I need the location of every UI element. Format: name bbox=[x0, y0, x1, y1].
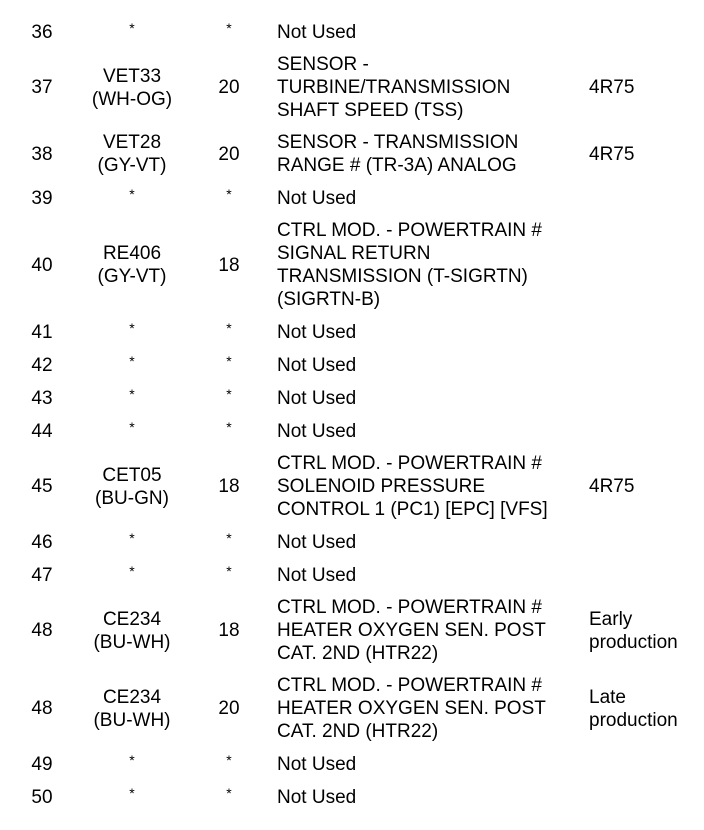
circuit-function-cell bbox=[262, 316, 589, 349]
comment-line: 4R75 bbox=[589, 143, 635, 165]
circuit-function-cell bbox=[262, 748, 589, 781]
wire-gauge-cell bbox=[196, 316, 262, 349]
comment-cell bbox=[589, 781, 704, 814]
circuit-cell bbox=[68, 316, 196, 349]
circuit-line: (BU-GN) bbox=[95, 487, 169, 509]
wire-gauge: * bbox=[226, 320, 232, 336]
circuit-function-line: SOLENOID PRESSURE bbox=[277, 476, 485, 497]
circuit-cell bbox=[68, 781, 196, 814]
circuit-function-line: HEATER OXYGEN SEN. POST bbox=[277, 698, 546, 719]
wire-gauge: * bbox=[226, 186, 232, 202]
circuit-function-line: Not Used bbox=[277, 564, 357, 586]
circuit-function-cell bbox=[262, 49, 589, 127]
wire-gauge-cell bbox=[196, 382, 262, 415]
comment-cell bbox=[589, 559, 704, 592]
pin-number-cell bbox=[0, 592, 68, 670]
circuit-function-line: CONTROL 1 (PC1) [EPC] [VFS] bbox=[277, 499, 548, 520]
circuit-line: VET33 bbox=[102, 65, 162, 87]
pin-number-cell bbox=[0, 559, 68, 592]
circuit-function-cell bbox=[262, 592, 589, 670]
circuit-function-line: Not Used bbox=[277, 420, 357, 442]
circuit-function-cell bbox=[262, 382, 589, 415]
circuit-cell bbox=[68, 592, 196, 670]
pin-number: 36 bbox=[31, 21, 53, 43]
table-row bbox=[0, 182, 704, 215]
comment-cell bbox=[589, 316, 704, 349]
circuit-line: * bbox=[129, 319, 135, 336]
pin-number-cell bbox=[0, 781, 68, 814]
pin-number-cell bbox=[0, 448, 68, 526]
wire-gauge-cell bbox=[196, 49, 262, 127]
wire-gauge-cell bbox=[196, 592, 262, 670]
circuit-function-line: Not Used bbox=[277, 753, 357, 775]
circuit-cell bbox=[68, 559, 196, 592]
comment-cell bbox=[589, 670, 704, 748]
wire-gauge: 20 bbox=[218, 77, 240, 98]
circuit-line: * bbox=[129, 385, 135, 402]
wire-gauge: * bbox=[226, 386, 232, 402]
circuit-line: (WH-OG) bbox=[91, 88, 173, 110]
circuit-line: VET28 bbox=[102, 132, 162, 153]
table-row bbox=[0, 316, 704, 349]
table-row bbox=[0, 748, 704, 781]
circuit-function-line: CTRL MOD. - POWERTRAIN # bbox=[277, 220, 542, 241]
circuit-function-cell bbox=[262, 349, 589, 382]
circuit-line: * bbox=[129, 418, 135, 435]
comment-line: Late bbox=[589, 686, 626, 708]
pin-number-cell bbox=[0, 349, 68, 382]
circuit-function-line: Not Used bbox=[277, 321, 357, 343]
pin-number: 39 bbox=[31, 187, 53, 209]
table-row bbox=[0, 49, 704, 127]
wire-gauge-cell bbox=[196, 448, 262, 526]
circuit-function-cell bbox=[262, 526, 589, 559]
table-row bbox=[0, 127, 704, 182]
pin-number: 41 bbox=[31, 321, 53, 343]
comment-line: 4R75 bbox=[589, 77, 635, 98]
circuit-cell bbox=[68, 49, 196, 127]
wire-gauge: * bbox=[226, 20, 232, 36]
circuit-line: CE234 bbox=[102, 686, 162, 708]
circuit-function-line: CTRL MOD. - POWERTRAIN # bbox=[277, 597, 542, 618]
circuit-cell bbox=[68, 382, 196, 415]
wire-gauge: * bbox=[226, 785, 232, 801]
circuit-line: RE406 bbox=[102, 243, 162, 264]
circuit-line: (GY-VT) bbox=[97, 155, 167, 176]
wire-gauge: 18 bbox=[218, 254, 240, 276]
circuit-function-line: CAT. 2ND (HTR22) bbox=[277, 721, 439, 742]
comment-cell bbox=[589, 215, 704, 316]
pinout-rows bbox=[0, 16, 704, 814]
circuit-line: * bbox=[129, 751, 135, 768]
circuit-function-line: CTRL MOD. - POWERTRAIN # bbox=[277, 675, 542, 696]
pin-number: 37 bbox=[31, 77, 53, 98]
circuit-function-line: TURBINE/TRANSMISSION bbox=[277, 77, 511, 98]
wire-gauge-cell bbox=[196, 781, 262, 814]
comment-cell bbox=[589, 448, 704, 526]
circuit-function-line: TRANSMISSION (T-SIGRTN) bbox=[277, 266, 528, 287]
pin-number: 48 bbox=[31, 620, 53, 641]
circuit-line: * bbox=[129, 185, 135, 202]
comment-line: 4R75 bbox=[589, 476, 635, 497]
circuit-line: CET05 bbox=[102, 464, 162, 486]
circuit-function-line: RANGE # (TR-3A) ANALOG bbox=[277, 155, 517, 176]
wire-gauge: * bbox=[226, 752, 232, 768]
circuit-line: * bbox=[129, 529, 135, 546]
table-row bbox=[0, 448, 704, 526]
pin-number-cell bbox=[0, 16, 68, 49]
circuit-function-line: HEATER OXYGEN SEN. POST bbox=[277, 620, 546, 641]
pin-number: 40 bbox=[31, 254, 53, 276]
pin-number: 50 bbox=[31, 786, 53, 808]
pin-number: 47 bbox=[31, 564, 53, 586]
comment-line: Early bbox=[589, 608, 633, 630]
pin-number-cell bbox=[0, 748, 68, 781]
circuit-function-cell bbox=[262, 182, 589, 215]
circuit-line: CE234 bbox=[102, 608, 162, 630]
circuit-function-line: SHAFT SPEED (TSS) bbox=[277, 100, 464, 121]
wire-gauge-cell bbox=[196, 349, 262, 382]
comment-cell bbox=[589, 415, 704, 448]
circuit-cell bbox=[68, 215, 196, 316]
wire-gauge-cell bbox=[196, 182, 262, 215]
wire-gauge-cell bbox=[196, 670, 262, 748]
comment-cell bbox=[589, 182, 704, 215]
circuit-line: (BU-WH) bbox=[93, 709, 171, 731]
comment-cell bbox=[589, 592, 704, 670]
circuit-function-line: Not Used bbox=[277, 21, 357, 43]
circuit-cell bbox=[68, 526, 196, 559]
connector-pinout-table bbox=[0, 16, 704, 814]
circuit-cell bbox=[68, 448, 196, 526]
pin-number: 46 bbox=[31, 531, 53, 553]
table-row bbox=[0, 781, 704, 814]
wire-gauge: * bbox=[226, 419, 232, 435]
wire-gauge-cell bbox=[196, 127, 262, 182]
comment-cell bbox=[589, 748, 704, 781]
table-row bbox=[0, 382, 704, 415]
table-row bbox=[0, 16, 704, 49]
pin-number-cell bbox=[0, 382, 68, 415]
table-row bbox=[0, 215, 704, 316]
table-row bbox=[0, 670, 704, 748]
circuit-function-cell bbox=[262, 448, 589, 526]
circuit-function-cell bbox=[262, 215, 589, 316]
circuit-function-line: Not Used bbox=[277, 531, 357, 553]
pin-number-cell bbox=[0, 670, 68, 748]
circuit-function-cell bbox=[262, 559, 589, 592]
table-row bbox=[0, 592, 704, 670]
circuit-function-cell bbox=[262, 670, 589, 748]
table-row bbox=[0, 526, 704, 559]
circuit-function-line: Not Used bbox=[277, 786, 357, 808]
pin-number-cell bbox=[0, 526, 68, 559]
wire-gauge-cell bbox=[196, 748, 262, 781]
wire-gauge-cell bbox=[196, 16, 262, 49]
circuit-function-line: Not Used bbox=[277, 354, 357, 376]
circuit-function-line: Not Used bbox=[277, 187, 357, 209]
pin-number-cell bbox=[0, 415, 68, 448]
circuit-line: * bbox=[129, 19, 135, 36]
circuit-function-line: CTRL MOD. - POWERTRAIN # bbox=[277, 453, 542, 474]
circuit-cell bbox=[68, 16, 196, 49]
wire-gauge: 20 bbox=[218, 143, 240, 165]
table-row bbox=[0, 349, 704, 382]
circuit-line: * bbox=[129, 352, 135, 369]
comment-cell bbox=[589, 382, 704, 415]
circuit-cell bbox=[68, 670, 196, 748]
comment-cell bbox=[589, 49, 704, 127]
wire-gauge-cell bbox=[196, 215, 262, 316]
pin-number: 49 bbox=[31, 753, 53, 775]
circuit-function-cell bbox=[262, 781, 589, 814]
pin-number-cell bbox=[0, 49, 68, 127]
circuit-line: (BU-WH) bbox=[93, 631, 171, 653]
pin-number: 38 bbox=[31, 143, 53, 165]
pin-number: 45 bbox=[31, 476, 53, 497]
circuit-function-line: (SIGRTN-B) bbox=[277, 289, 381, 310]
comment-cell bbox=[589, 127, 704, 182]
pin-number: 44 bbox=[31, 420, 53, 442]
pin-number: 48 bbox=[31, 698, 53, 719]
circuit-function-line: SENSOR - TRANSMISSION bbox=[277, 132, 519, 153]
table-row bbox=[0, 559, 704, 592]
circuit-function-line: CAT. 2ND (HTR22) bbox=[277, 643, 439, 664]
circuit-line: * bbox=[129, 784, 135, 801]
table-row bbox=[0, 415, 704, 448]
circuit-cell bbox=[68, 127, 196, 182]
circuit-function-cell bbox=[262, 16, 589, 49]
circuit-line: (GY-VT) bbox=[97, 266, 167, 287]
wire-gauge-cell bbox=[196, 415, 262, 448]
pin-number: 43 bbox=[31, 387, 53, 409]
pin-number-cell bbox=[0, 182, 68, 215]
circuit-function-cell bbox=[262, 127, 589, 182]
wire-gauge: * bbox=[226, 563, 232, 579]
comment-cell bbox=[589, 16, 704, 49]
circuit-cell bbox=[68, 748, 196, 781]
wire-gauge: * bbox=[226, 530, 232, 546]
circuit-function-line: Not Used bbox=[277, 387, 357, 409]
wire-gauge: 20 bbox=[218, 698, 240, 719]
pin-number-cell bbox=[0, 215, 68, 316]
circuit-cell bbox=[68, 415, 196, 448]
wire-gauge-cell bbox=[196, 526, 262, 559]
pin-number-cell bbox=[0, 127, 68, 182]
wire-gauge-cell bbox=[196, 559, 262, 592]
comment-line: production bbox=[589, 631, 678, 653]
circuit-cell bbox=[68, 182, 196, 215]
wire-gauge: 18 bbox=[218, 476, 240, 497]
comment-cell bbox=[589, 526, 704, 559]
circuit-line: * bbox=[129, 562, 135, 579]
pin-number-cell bbox=[0, 316, 68, 349]
circuit-function-cell bbox=[262, 415, 589, 448]
comment-cell bbox=[589, 349, 704, 382]
wire-gauge: * bbox=[226, 353, 232, 369]
wire-gauge: 18 bbox=[218, 620, 240, 641]
circuit-function-line: SIGNAL RETURN bbox=[277, 243, 431, 264]
circuit-cell bbox=[68, 349, 196, 382]
circuit-function-line: SENSOR - bbox=[277, 54, 369, 75]
pin-number: 42 bbox=[31, 354, 53, 376]
comment-line: production bbox=[589, 709, 678, 731]
